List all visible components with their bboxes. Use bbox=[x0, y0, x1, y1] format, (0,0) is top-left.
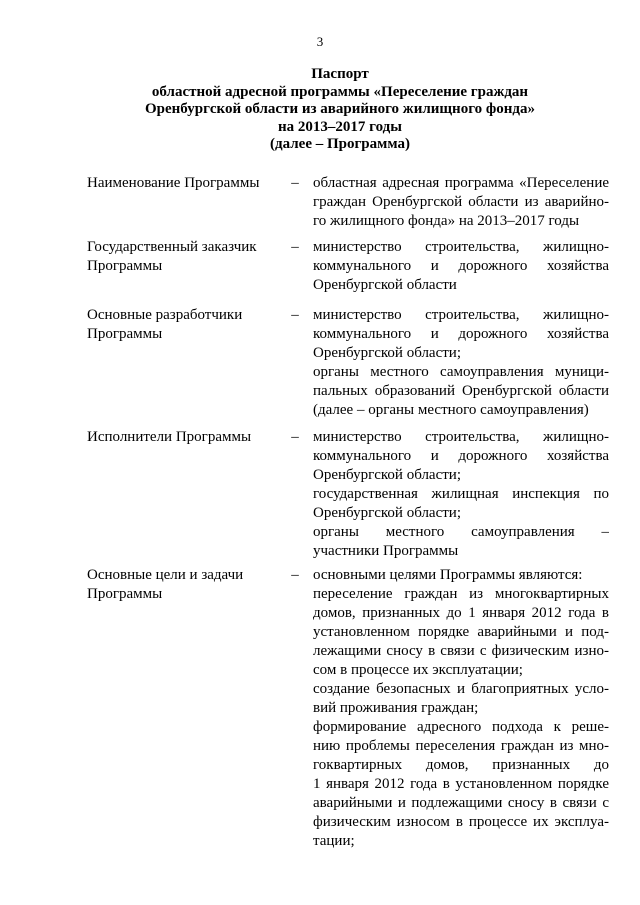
value-line: коммунального и дорожного хозяйства bbox=[313, 258, 609, 274]
document-title bbox=[60, 66, 620, 154]
value-line: вий проживания граждан; bbox=[313, 700, 479, 716]
value-line: коммунального и дорожного хозяйства bbox=[313, 448, 609, 464]
value-line: областная адресная программа «Переселение bbox=[313, 175, 609, 191]
label-line: Основные разработчики bbox=[87, 307, 243, 323]
title-line: Паспорт bbox=[311, 66, 369, 82]
row-dash: – bbox=[291, 307, 299, 323]
value-line: граждан Оренбургской области из аварийно- bbox=[313, 194, 609, 210]
value-line: органы местного самоуправления – bbox=[313, 524, 609, 540]
value-line: Оренбургской области bbox=[313, 277, 457, 293]
value-line: установленном порядке аварийными и под- bbox=[313, 624, 609, 640]
row-label bbox=[87, 566, 282, 604]
label-line: Исполнители Программы bbox=[87, 429, 252, 445]
value-line: участники Программы bbox=[313, 543, 459, 559]
row-label bbox=[87, 428, 282, 447]
value-line: гоквартирных домов, признанных до bbox=[313, 757, 609, 773]
label-line: Программы bbox=[87, 586, 163, 602]
value-line: Оренбургской области; bbox=[313, 467, 462, 483]
row-dash: – bbox=[291, 429, 299, 445]
label-line: Государственный заказчик bbox=[87, 239, 257, 255]
label-line: Наименование Программы bbox=[87, 175, 260, 191]
value-line: Оренбургской области; bbox=[313, 345, 462, 361]
value-line: физическим износом в процессе их эксплуа- bbox=[313, 814, 609, 830]
label-line: Программы bbox=[87, 258, 163, 274]
row-label bbox=[87, 174, 282, 193]
row-label bbox=[87, 306, 282, 344]
value-line: переселение граждан из многоквартирных bbox=[313, 586, 609, 602]
value-line: лежащими сносу в связи с физическим изно- bbox=[313, 643, 609, 659]
title-line: на 2013–2017 годы bbox=[278, 118, 402, 135]
value-line: министерство строительства, жилищно- bbox=[313, 239, 609, 255]
row-value bbox=[313, 306, 609, 420]
row-label bbox=[87, 238, 282, 276]
row-value bbox=[313, 566, 609, 851]
title-line: (далее – Программа) bbox=[270, 136, 410, 152]
label-line: Основные цели и задачи bbox=[87, 567, 244, 583]
value-line: Оренбургской области; bbox=[313, 505, 462, 521]
value-line: министерство строительства, жилищно- bbox=[313, 429, 609, 445]
row-dash: – bbox=[291, 239, 299, 255]
value-line: органы местного самоуправления муници- bbox=[313, 364, 609, 380]
value-line: коммунального и дорожного хозяйства bbox=[313, 326, 609, 342]
value-line: создание безопасных и благоприятных усло- bbox=[313, 681, 609, 697]
title-line: Оренбургской области из аварийного жилищного фонда» bbox=[144, 101, 535, 117]
label-line: Программы bbox=[87, 326, 163, 342]
value-line: сом в процессе их эксплуатации; bbox=[313, 662, 523, 678]
value-line: пальных образований Оренбургской области bbox=[313, 383, 609, 399]
value-line: основными целями Программы являются: bbox=[313, 567, 583, 583]
value-line: нию проблемы переселения граждан из мно- bbox=[313, 738, 609, 754]
value-line: формирование адресного подхода к реше- bbox=[313, 719, 609, 735]
row-value bbox=[313, 174, 609, 231]
row-value bbox=[313, 428, 609, 561]
row-dash: – bbox=[291, 175, 299, 191]
value-line: (далее – органы местного самоуправления) bbox=[313, 402, 589, 418]
value-line: государственная жилищная инспекция по bbox=[313, 486, 609, 502]
value-line: 1 января 2012 года в установленном порядке bbox=[313, 776, 609, 792]
row-value bbox=[313, 238, 609, 295]
value-line: го жилищного фонда» на 2013–2017 годы bbox=[313, 213, 580, 229]
value-line: домов, признанных до 1 января 2012 года в bbox=[313, 605, 609, 621]
value-line: аварийными и подлежащими сносу в связи с bbox=[313, 795, 609, 811]
row-dash: – bbox=[291, 567, 299, 583]
title-line: областной адресной программы «Переселение граждан bbox=[151, 83, 529, 100]
value-line: министерство строительства, жилищно- bbox=[313, 307, 609, 323]
value-line: тации; bbox=[313, 833, 355, 849]
page-number: 3 bbox=[316, 34, 324, 49]
